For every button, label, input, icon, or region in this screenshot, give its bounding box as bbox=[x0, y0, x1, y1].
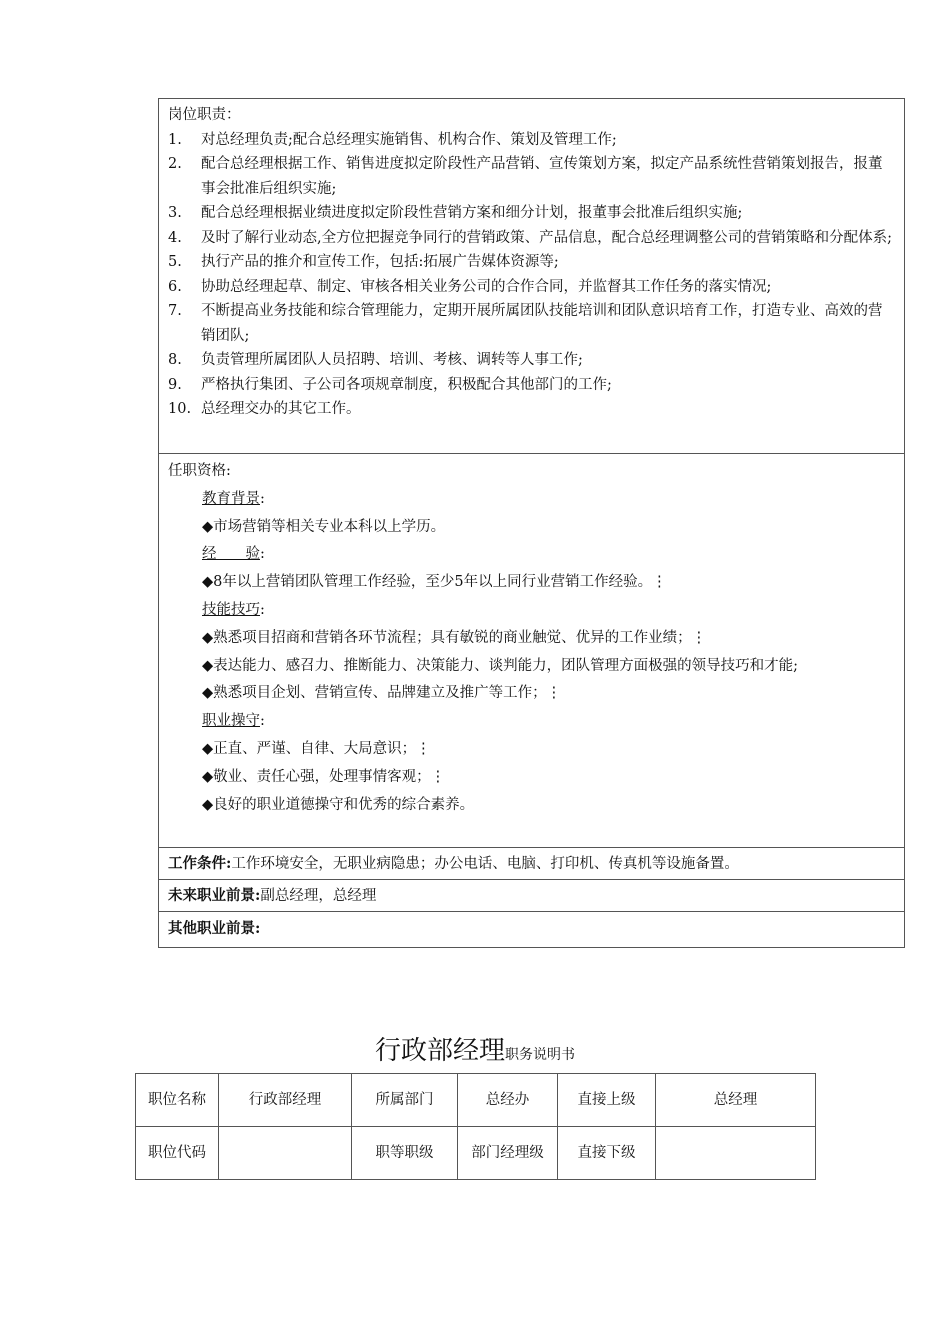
other-career-cell bbox=[158, 911, 905, 948]
department-value: 总经办 bbox=[458, 1074, 558, 1127]
direct-superior-label: 直接上级 bbox=[558, 1074, 656, 1127]
list-item: 6. 协助总经理起草、制定、审核各相关业务公司的合作合同，并监督其工作任务的落实情况; bbox=[168, 278, 772, 295]
ethics-item: ◆良好的职业道德操守和优秀的综合素养。 bbox=[202, 796, 475, 813]
position-name-label: 职位名称 bbox=[136, 1074, 219, 1127]
list-item: 8. 负责管理所属团队人员招聘、培训、考核、调转等人事工作; bbox=[168, 352, 583, 368]
ethics-heading: 职业操守: bbox=[202, 713, 265, 730]
future-career-text: 副总经理，总经理 bbox=[260, 888, 377, 904]
education-item: ◆市场营销等相关专业本科以上学历。 bbox=[202, 518, 446, 535]
work-conditions-label: 工作条件: bbox=[168, 855, 232, 872]
position-code-value bbox=[219, 1127, 352, 1180]
other-career-label: 其他职业前景: bbox=[168, 920, 261, 937]
skills-item: ◆熟悉项目企划、营销宣传、品牌建立及推广等工作；⋮ bbox=[202, 685, 562, 702]
table-row bbox=[136, 1127, 816, 1180]
list-item: 10. 总经理交办的其它工作。 bbox=[168, 401, 361, 417]
grade-label: 职等职级 bbox=[352, 1127, 458, 1180]
position-name-value: 行政部经理 bbox=[219, 1074, 352, 1127]
ethics-item: ◆敬业、责任心强，处理事情客观；⋮ bbox=[202, 768, 446, 785]
work-conditions-cell bbox=[158, 847, 905, 880]
skills-item: ◆表达能力、感召力、推断能力、决策能力、谈判能力，团队管理方面极强的领导技巧和才能; bbox=[202, 657, 799, 674]
work-conditions-text: 工作环境安全，无职业病隐患；办公电话、电脑、打印机、传真机等设施备置。 bbox=[231, 856, 739, 872]
direct-subordinate-value bbox=[656, 1127, 816, 1180]
future-career-label: 未来职业前景: bbox=[168, 887, 261, 904]
future-career-cell bbox=[158, 879, 905, 912]
skills-heading: 技能技巧: bbox=[202, 601, 265, 618]
direct-superior-value: 总经理 bbox=[656, 1074, 816, 1127]
department-label: 所属部门 bbox=[352, 1074, 458, 1127]
skills-item: ◆熟悉项目招商和营销各环节流程；具有敏锐的商业触觉、优异的工作业绩；⋮ bbox=[202, 629, 707, 646]
list-item: 7. 不断提高业务技能和综合管理能力，定期开展所属团队技能培训和团队意识培育工作，打造专业、高效的营销团队; bbox=[168, 303, 883, 344]
job-info-table bbox=[135, 1073, 816, 1180]
responsibilities-heading: 岗位职责： bbox=[168, 107, 241, 123]
education-heading: 教育背景: bbox=[202, 490, 265, 507]
qualifications-heading: 任职资格: bbox=[168, 463, 231, 479]
list-item: 4. 及时了解行业动态,全方位把握竞争同行的营销政策、产品信息，配合总经理调整公司的营销策略和分配体系; bbox=[168, 229, 892, 246]
title-main: 行政部经理 bbox=[374, 1036, 505, 1066]
table-row bbox=[136, 1074, 816, 1127]
grade-value: 部门经理级 bbox=[458, 1127, 558, 1180]
title-suffix: 职务说明书 bbox=[505, 1047, 575, 1063]
experience-heading: 经 验: bbox=[202, 546, 265, 563]
position-code-label: 职位代码 bbox=[136, 1127, 219, 1180]
responsibilities-cell bbox=[158, 98, 905, 454]
list-item: 3. 配合总经理根据业绩进度拟定阶段性营销方案和细分计划，报董事会批准后组织实施; bbox=[168, 205, 743, 221]
list-item: 9. 严格执行集团、子公司各项规章制度，积极配合其他部门的工作; bbox=[168, 376, 612, 393]
qualifications-cell bbox=[158, 453, 905, 848]
ethics-item: ◆正直、严谨、自律、大局意识；⋮ bbox=[202, 740, 431, 757]
direct-subordinate-label: 直接下级 bbox=[558, 1127, 656, 1180]
page-title bbox=[0, 1030, 950, 1067]
experience-item: ◆8年以上营销团队管理工作经验，至少5年以上同行业营销工作经验。⋮ bbox=[202, 574, 667, 591]
list-item: 5. 执行产品的推介和宣传工作，包括:拓展广告媒体资源等; bbox=[168, 254, 559, 270]
list-item: 1. 对总经理负责;配合总经理实施销售、机构合作、策划及管理工作; bbox=[168, 131, 617, 148]
list-item: 2. 配合总经理根据工作、销售进度拟定阶段性产品营销、宣传策划方案，拟定产品系统性营销策划报告，报董事会批准后组织实施; bbox=[168, 156, 883, 197]
